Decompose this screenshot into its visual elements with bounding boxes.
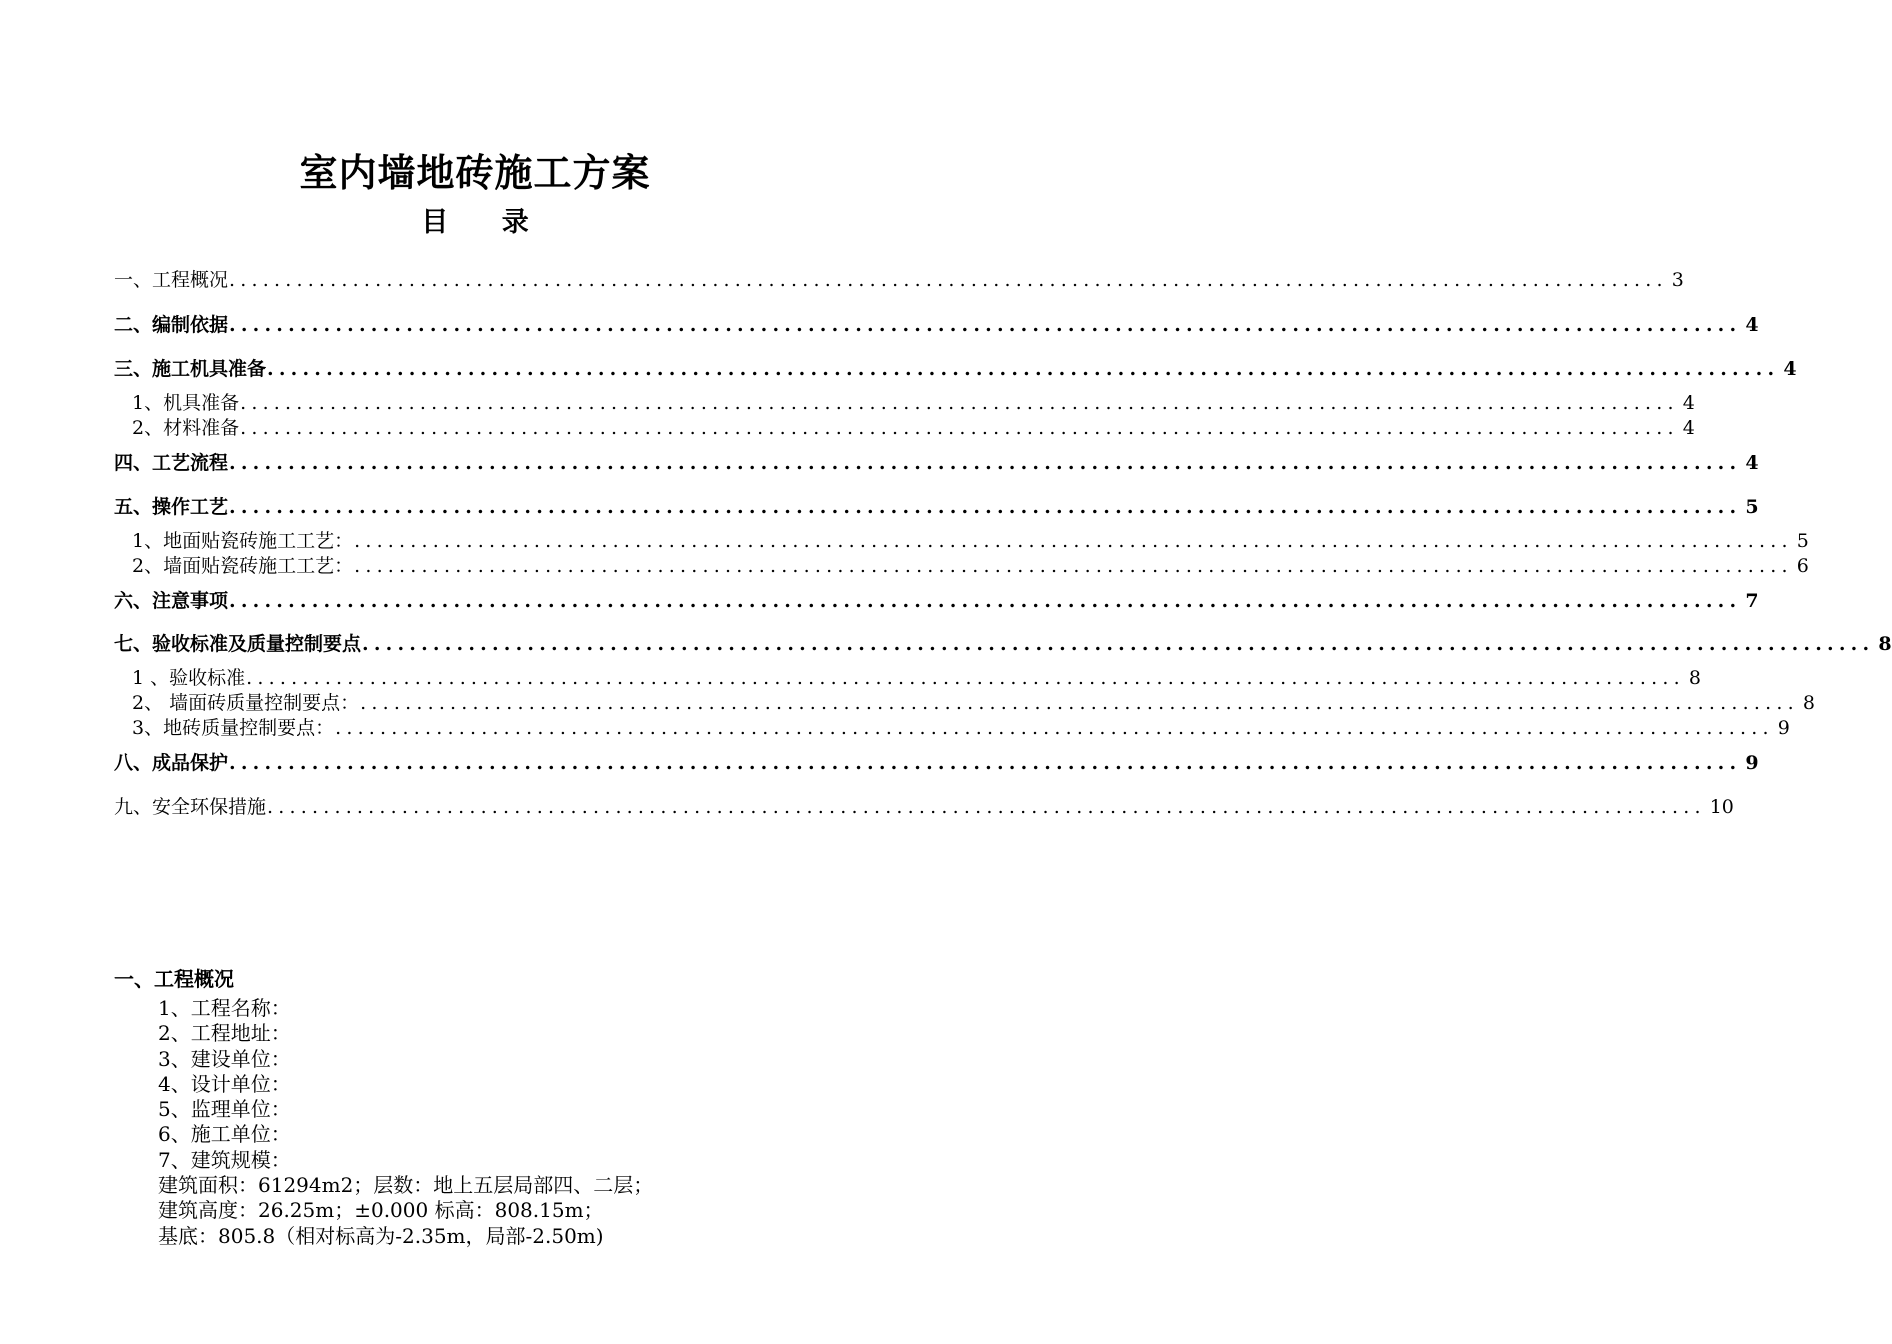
toc-entry-page: 8: [1802, 692, 1815, 714]
project-info-line: 5、监理单位：: [158, 1097, 291, 1122]
toc-leader: ................................................................................................................................: [246, 667, 1685, 689]
toc-entry-label: 六、注意事项: [114, 590, 229, 612]
project-info-list: [158, 996, 653, 1249]
toc-leader: ................................................................................................................................: [267, 358, 1780, 380]
toc-heading: 目 录: [421, 207, 551, 238]
toc-leader: ................................................................................................................................: [267, 796, 1706, 818]
toc-leader: ................................................................................................................................: [229, 269, 1668, 291]
toc-entry[interactable]: [114, 452, 1759, 474]
toc-entry-page: 3: [1671, 269, 1684, 291]
toc-entry-page: 5: [1745, 496, 1759, 518]
toc-leader: ................................................................................................................................: [354, 530, 1793, 552]
toc-entry[interactable]: [114, 496, 1759, 518]
toc-entry-label: 1、地面贴瓷砖施工工艺：: [132, 530, 354, 552]
toc-entry-label: 四、工艺流程: [114, 452, 229, 474]
toc-entry[interactable]: [132, 392, 1695, 414]
toc-entry-page: 4: [1682, 417, 1695, 439]
toc-entry-page: 4: [1682, 392, 1695, 414]
toc-entry-label: 五、操作工艺: [114, 496, 229, 518]
toc-entry[interactable]: [114, 358, 1797, 380]
toc-entry[interactable]: [114, 590, 1759, 612]
toc-leader: ................................................................................................................................: [335, 717, 1774, 739]
toc-entry[interactable]: [114, 633, 1892, 655]
toc-entry[interactable]: [114, 314, 1759, 336]
toc-entry-label: 3、地砖质量控制要点：: [132, 717, 335, 739]
toc-entry-label: 八、成品保护: [114, 752, 229, 774]
toc-entry-label: 九、安全环保措施: [114, 796, 267, 818]
project-info-line: 4、设计单位：: [158, 1071, 291, 1096]
toc-entry-page: 7: [1745, 590, 1759, 612]
project-info-line: 建筑面积：61294m2；层数：地上五层局部四、二层；: [158, 1173, 654, 1198]
toc-entry-label: 1 、验收标准: [132, 667, 246, 689]
project-info-line: 7、建筑规模：: [158, 1147, 291, 1172]
toc-entry-page: 5: [1796, 530, 1809, 552]
section-heading: 一、工程概况: [114, 967, 234, 991]
toc-entry-label: 三、施工机具准备: [114, 358, 267, 380]
toc-entry-page: 4: [1745, 452, 1759, 474]
toc-entry[interactable]: [132, 555, 1809, 577]
toc-leader: ................................................................................................................................: [360, 692, 1799, 714]
toc-leader: ................................................................................................................................: [229, 314, 1742, 336]
toc-leader: ................................................................................................................................: [354, 555, 1793, 577]
toc-entry-page: 4: [1745, 314, 1759, 336]
toc-entry-page: 10: [1709, 796, 1734, 818]
toc-entry[interactable]: [114, 796, 1734, 818]
toc-entry-label: 2、墙面贴瓷砖施工工艺：: [132, 555, 354, 577]
toc-entry-label: 2、材料准备: [132, 417, 240, 439]
toc-entry[interactable]: [132, 667, 1701, 689]
toc-entry-label: 1、机具准备: [132, 392, 240, 414]
toc-entry[interactable]: [114, 752, 1759, 774]
toc-entry-label: 2、 墙面砖质量控制要点：: [132, 692, 360, 714]
project-info-line: 6、施工单位：: [158, 1122, 291, 1147]
toc-leader: ................................................................................................................................: [229, 752, 1742, 774]
toc-entry-label: 二、编制依据: [114, 314, 229, 336]
project-info-line: 基底：805.8（相对标高为-2.35m，局部-2.50m): [158, 1223, 604, 1248]
toc-entry[interactable]: [132, 717, 1790, 739]
toc-leader: ................................................................................................................................: [240, 417, 1679, 439]
project-info-line: 3、建设单位：: [158, 1046, 291, 1071]
toc-entry[interactable]: [132, 530, 1809, 552]
toc-entry[interactable]: [114, 269, 1684, 291]
toc-entry-page: 8: [1878, 633, 1892, 655]
toc-leader: ................................................................................................................................: [229, 452, 1742, 474]
project-info-line: 1、工程名称：: [158, 996, 291, 1020]
toc-entry-label: 七、验收标准及质量控制要点: [114, 633, 362, 655]
toc-entry-page: 8: [1688, 667, 1701, 689]
document-title: 室内墙地砖施工方案: [299, 150, 651, 195]
toc-leader: ................................................................................................................................: [229, 590, 1742, 612]
toc-entry[interactable]: [132, 692, 1815, 714]
project-info-line: 建筑高度：26.25m；±0.000 标高：808.15m；: [158, 1198, 604, 1223]
toc-entry-label: 一、工程概况: [114, 269, 229, 291]
toc-leader: ................................................................................................................................: [240, 392, 1679, 414]
toc-leader: ................................................................................................................................: [362, 633, 1875, 655]
toc-leader: ................................................................................................................................: [229, 496, 1742, 518]
toc-entry[interactable]: [132, 417, 1695, 439]
toc-entry-page: 9: [1777, 717, 1790, 739]
toc-entry-page: 4: [1783, 358, 1797, 380]
toc-entry-page: 6: [1796, 555, 1809, 577]
toc-entry-page: 9: [1745, 752, 1759, 774]
project-info-line: 2、工程地址：: [158, 1021, 291, 1046]
